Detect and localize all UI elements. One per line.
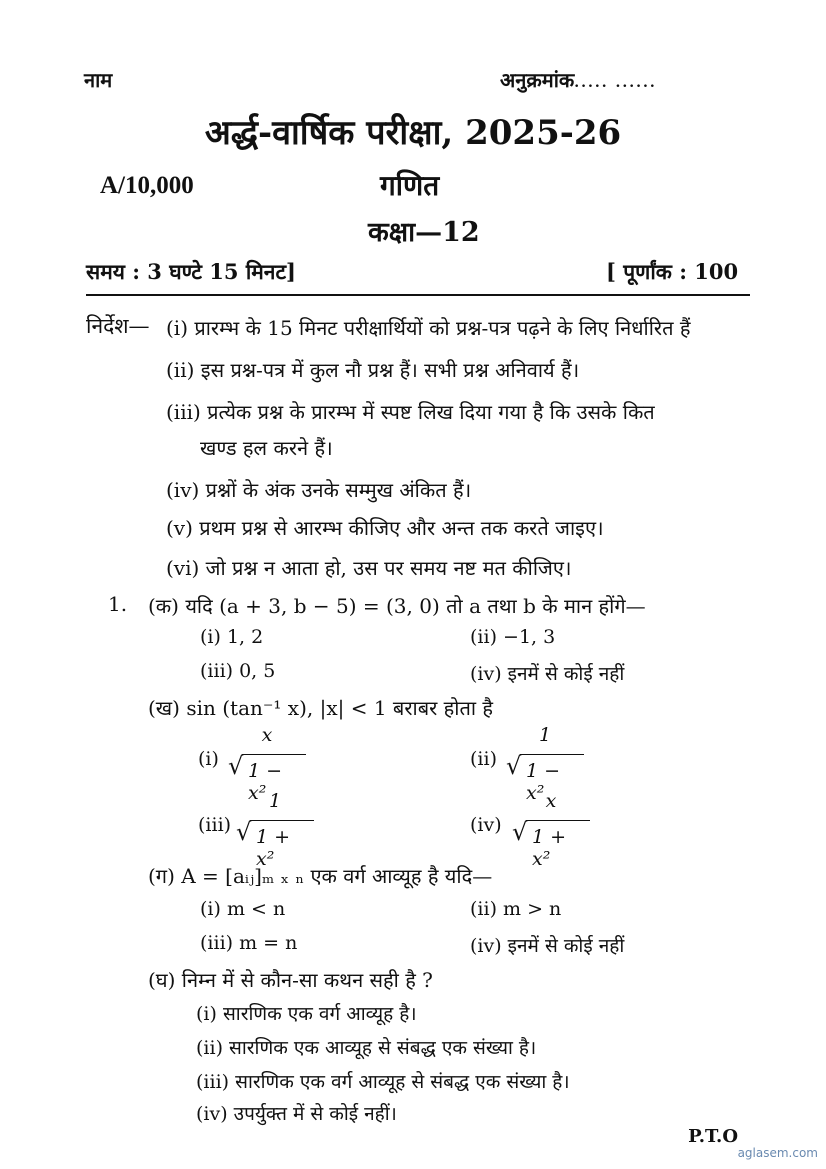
subquestion-text: sin (tan⁻¹ x), |x| < 1 बराबर होता है [186, 696, 494, 720]
fraction-numerator: x [545, 790, 557, 812]
paper-code: A/10,000 [100, 172, 194, 199]
instruction-number: (v) [166, 516, 193, 540]
subquestion-label: (घ) [148, 968, 176, 992]
option-a2: (ii) −1, 3 [470, 626, 556, 648]
instruction-number: (ii) [166, 358, 195, 382]
fraction-bar [520, 754, 584, 755]
instruction-item [166, 476, 471, 503]
option-c4: (iv) इनमें से कोई नहीं [470, 935, 625, 957]
instruction-text: प्रथम प्रश्न से आरम्भ कीजिए और अन्त तक करते जाइए। [199, 516, 604, 540]
instructions-heading: निर्देश— [86, 314, 150, 338]
option-b4-fraction [512, 790, 590, 870]
instruction-text: इस प्रश्न-पत्र में कुल नौ प्रश्न हैं। सभी प्रश्न अनिवार्य हैं। [200, 358, 580, 382]
option-d3: (iii) सारणिक एक वर्ग आव्यूह से संबद्ध एक संख्या है। [196, 1071, 570, 1093]
option-c1: (i) m < n [200, 898, 286, 920]
fraction-denominator: 1 − x² [248, 760, 283, 804]
fraction-bar [242, 754, 306, 755]
subject-title: गणित [380, 169, 440, 202]
roll-number-text: अनुक्रमांक [500, 68, 575, 92]
fraction-denominator: 1 + x² [532, 826, 567, 870]
subquestion-label: (ख) [148, 696, 180, 720]
instruction-number: (vi) [166, 556, 200, 580]
instruction-item [200, 434, 333, 461]
option-b2-number: (ii) [470, 748, 497, 770]
question-number: 1. [108, 592, 128, 616]
instruction-number: (i) [166, 316, 189, 340]
time-allowed: समय : 3 घण्टे 15 मिनट] [86, 259, 296, 284]
option-b4-number: (iv) [470, 814, 502, 836]
instruction-text: प्रश्नों के अंक उनके सम्मुख अंकित हैं। [205, 478, 472, 502]
header-divider [86, 294, 750, 296]
option-a3: (iii) 0, 5 [200, 660, 276, 682]
instruction-number: (iii) [166, 400, 201, 424]
page-turn-over: P.T.O [688, 1126, 738, 1147]
instruction-item [166, 398, 655, 425]
fraction-bar [250, 820, 314, 821]
option-b1-number: (i) [198, 748, 219, 770]
subquestion-a [148, 592, 646, 619]
roll-number-dots: ..... ...... [574, 75, 657, 91]
name-label: नाम [84, 68, 113, 92]
instruction-text: प्रारम्भ के 15 मिनट परीक्षार्थियों को प्रश्न-पत्र पढ़ने के लिए निर्धारित हैं [194, 316, 691, 340]
instruction-item [166, 356, 579, 383]
fraction-denominator: 1 + x² [256, 826, 291, 870]
fraction-numerator: x [261, 724, 273, 746]
subquestion-text: A = [aᵢⱼ]ₘ ₓ ₙ एक वर्ग आव्यूह है यदि— [181, 864, 493, 888]
option-b3-fraction [236, 790, 314, 870]
instruction-text: जो प्रश्न न आता हो, उस पर समय नष्ट मत कीजिए। [205, 556, 572, 580]
instruction-item [166, 514, 604, 541]
subquestion-b [148, 694, 493, 721]
sqrt-icon: √ [236, 818, 252, 846]
class-label: कक्षा—12 [368, 217, 480, 248]
sqrt-icon: √ [506, 752, 522, 780]
fraction-bar [526, 820, 590, 821]
option-a4: (iv) इनमें से कोई नहीं [470, 663, 625, 685]
fraction-numerator: 1 [268, 790, 282, 812]
subquestion-d [148, 966, 433, 993]
sqrt-icon: √ [228, 752, 244, 780]
roll-number-label [500, 66, 657, 93]
option-b3-number: (iii) [198, 814, 232, 836]
instruction-text: खण्ड हल करने हैं। [200, 436, 333, 460]
option-b1-fraction [228, 724, 306, 804]
instruction-text: प्रत्येक प्रश्न के प्रारम्भ में स्पष्ट लिख दिया गया है कि उसके कित [207, 400, 655, 424]
subquestion-label: (क) [148, 594, 179, 618]
instruction-item [166, 554, 572, 581]
option-c3: (iii) m = n [200, 932, 298, 954]
option-d4: (iv) उपर्युक्त में से कोई नहीं। [196, 1103, 397, 1125]
subquestion-label: (ग) [148, 864, 175, 888]
fraction-numerator: 1 [538, 724, 552, 746]
option-d1: (i) सारणिक एक वर्ग आव्यूह है। [196, 1003, 417, 1025]
option-b2-fraction [506, 724, 584, 804]
instruction-item [166, 314, 690, 341]
instruction-number: (iv) [166, 478, 200, 502]
fraction-denominator: 1 − x² [526, 760, 561, 804]
option-a1: (i) 1, 2 [200, 626, 264, 648]
max-marks: [ पूर्णांक : 100 [606, 259, 739, 284]
exam-title: अर्द्ध-वार्षिक परीक्षा, 2025-26 [204, 113, 622, 153]
sqrt-icon: √ [512, 818, 528, 846]
watermark: aglasem.com [737, 1146, 818, 1160]
subquestion-text: निम्न में से कौन-सा कथन सही है ? [181, 968, 433, 992]
subquestion-text: यदि (a + 3, b − 5) = (3, 0) तो a तथा b के मान होंगे— [185, 594, 646, 618]
option-d2: (ii) सारणिक एक आव्यूह से संबद्ध एक संख्या है। [196, 1037, 537, 1059]
subquestion-c [148, 862, 492, 889]
option-c2: (ii) m > n [470, 898, 562, 920]
